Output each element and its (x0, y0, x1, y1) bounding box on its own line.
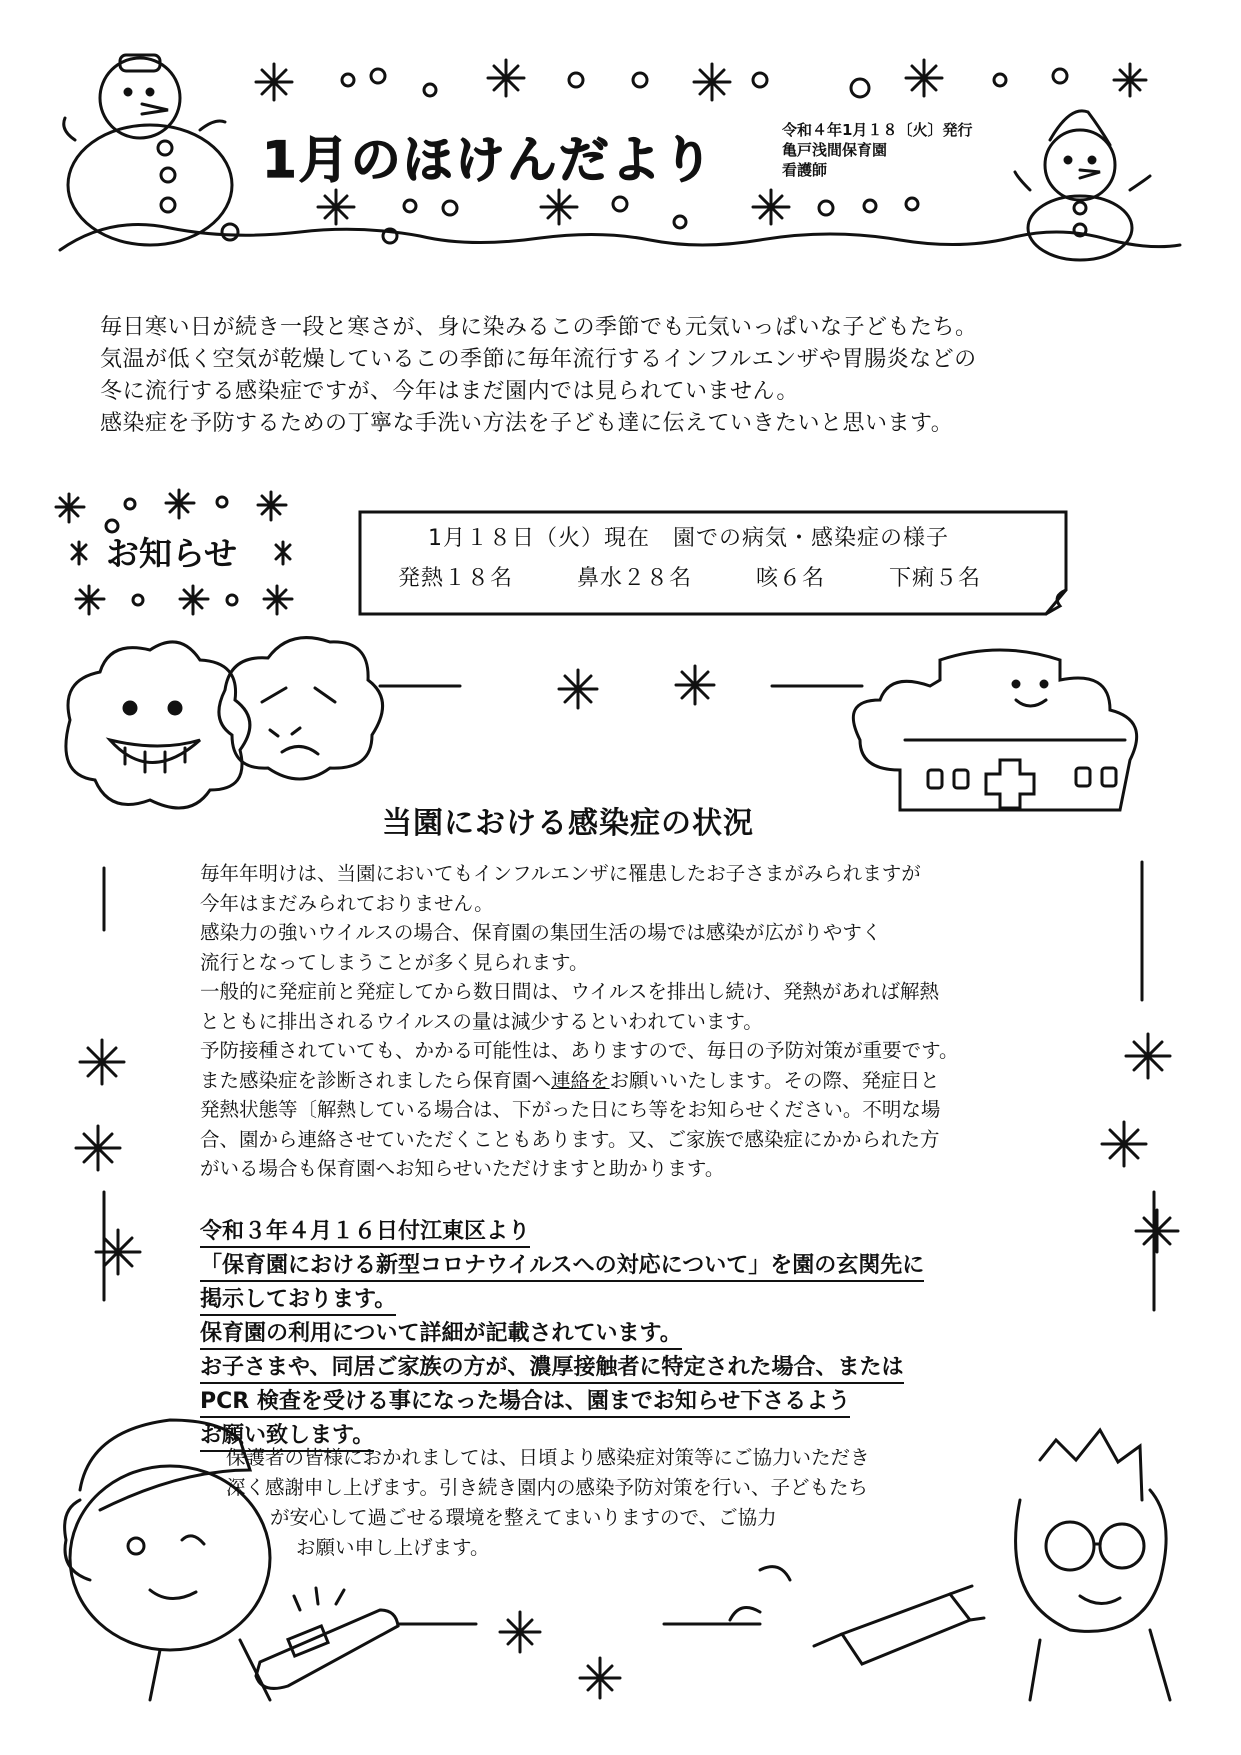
snowman-left-icon (64, 55, 232, 245)
covid-line: 「保育園における新型コロナウイルスへの対応について」を園の玄関先に (200, 1251, 924, 1282)
intro-paragraph (100, 312, 978, 440)
issue-date: 令和４年1月１８〔火〕発行 (782, 121, 973, 139)
body-line: がいる場合も保育園へお知らせいただけますと助かります。 (200, 1157, 725, 1180)
body-line-part: また感染症を診断されましたら保育園へ (200, 1068, 552, 1092)
covid-line: 令和３年４月１６日付江東区より (200, 1217, 530, 1248)
stat-diarrhea: 下痢５名 (889, 566, 982, 591)
notice-label: お知らせ (106, 534, 238, 573)
body-line: 発熱状態等〔解熱している場合は、下がった日にち等をお知らせください。不明な場 (200, 1098, 941, 1121)
closing-line: 保護者の皆様におかれましては、日頃より感染症対策等にご協力いただき (226, 1446, 870, 1469)
syringe-icon (730, 1567, 984, 1664)
body-line: 流行となってしまうことが多く見られます。 (200, 950, 589, 974)
thermometer-icon (256, 1588, 398, 1688)
body-line: 今年はまだみられておりません。 (200, 891, 494, 915)
stat-cough: 咳６名 (756, 566, 826, 591)
body-line: 予防接種されていても、かかる可能性は、ありますので、毎日の予防対策が重要です。 (200, 1039, 959, 1062)
closing-line: 深く感謝申し上げます。引き続き園内の感染予防対策を行い、子どもたち (226, 1476, 868, 1499)
body-line: 一般的に発症前と発症してから数日間は、ウイルスを排出し続け、発熱があれば解熱 (200, 980, 940, 1003)
covid-notice (200, 1216, 924, 1454)
closing-line: お願い申し上げます。 (296, 1536, 490, 1559)
section-title: 当園における感染症の状況 (382, 806, 754, 841)
header-hill-line (60, 224, 1180, 250)
author: 看護師 (782, 161, 828, 179)
snowman-right-icon (1015, 111, 1150, 260)
body-line (200, 1066, 1090, 1096)
doctor-icon (1016, 1430, 1170, 1700)
issue-info (782, 120, 972, 180)
contact-underline: 連絡を (551, 1068, 610, 1092)
body-line: とともに排出されるウイルスの量は減少するといわれています。 (200, 1009, 763, 1033)
intro-line: 冬に流行する感染症ですが、今年はまだ園内では見られていません。 (100, 379, 799, 404)
covid-line: お願い致します。 (200, 1421, 374, 1452)
stat-fever: 発熱１８名 (398, 566, 514, 591)
section-body (200, 859, 1090, 1184)
body-line: 毎年年明けは、当園においてもインフルエンザに罹患したお子さまがみられますが (200, 862, 921, 885)
covid-line: PCR 検査を受ける事になった場合は、園までお知らせ下さるよう (200, 1387, 850, 1418)
intro-line: 毎日寒い日が続き一段と寒さが、身に染みるこの季節でも元気いっぱいな子どもたち。 (100, 315, 978, 340)
facility-name: 亀戸浅間保育園 (782, 141, 888, 159)
intro-line: 感染症を予防するための丁寧な手洗い方法を子ども達に伝えていきたいと思います。 (100, 411, 954, 436)
body-line-part: お願いいたします。その際、発症日と (609, 1068, 940, 1092)
intro-line: 気温が低く空気が乾燥しているこの季節に毎年流行するインフルエンザや胃腸炎などの (100, 347, 977, 372)
covid-line: 保育園の利用について詳細が記載されています。 (200, 1319, 682, 1350)
stat-runny-nose: 鼻水２８名 (577, 566, 693, 591)
closing-line: が安心して過ごせる環境を整えてまいりますので、ご協力 (270, 1506, 777, 1529)
body-line: 合、園から連絡させていただくこともあります。又、ご家族で感染症にかかられた方 (200, 1127, 940, 1151)
covid-line: 掲示しております。 (200, 1285, 396, 1316)
hospital-icon (853, 650, 1136, 810)
notice-status-heading: 1月１８日（火）現在 園での病気・感染症の様子 (428, 526, 949, 551)
page-title: 1月のほけんだより (262, 131, 715, 189)
notice-stats (398, 561, 1037, 592)
covid-line: お子さまや、同居ご家族の方が、濃厚接触者に特定された場合、または (200, 1353, 904, 1384)
body-line: 感染力の強いウイルスの場合、保育園の集団生活の場では感染が広がりやすく (200, 921, 882, 944)
